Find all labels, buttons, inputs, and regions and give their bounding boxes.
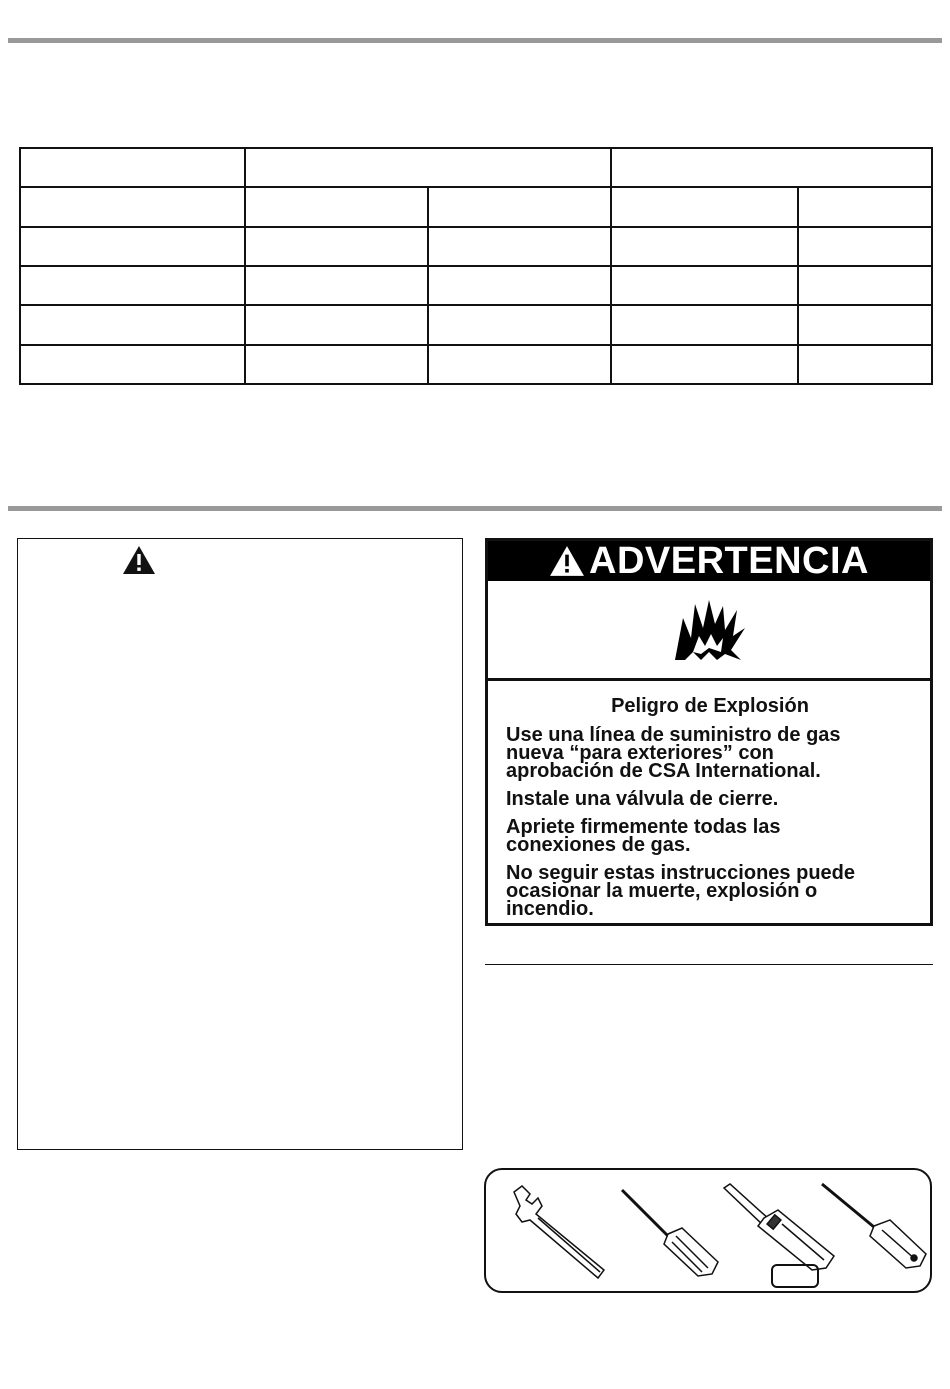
warning-line: Use una línea de suministro de gas bbox=[506, 724, 841, 746]
adjustable-wrench-icon bbox=[514, 1186, 604, 1278]
table-cell bbox=[20, 187, 245, 226]
table-cell bbox=[611, 227, 798, 266]
table-cell bbox=[245, 227, 428, 266]
tools-label-box bbox=[771, 1264, 819, 1288]
warning-text-group bbox=[506, 864, 914, 918]
warning-triangle-icon bbox=[122, 545, 156, 575]
table-cell bbox=[798, 227, 932, 266]
table-cell bbox=[20, 345, 245, 384]
table-row bbox=[20, 266, 932, 305]
warning-line: nueva “para exteriores” con bbox=[506, 742, 774, 764]
table-row bbox=[20, 227, 932, 266]
hazard-title: Peligro de Explosión bbox=[611, 695, 809, 717]
signal-word: ADVERTENCIA bbox=[589, 539, 869, 582]
tools-illustration bbox=[486, 1170, 930, 1291]
tools-panel bbox=[484, 1168, 932, 1293]
table-cell bbox=[20, 148, 245, 187]
section-divider bbox=[485, 964, 933, 965]
section-rule-top bbox=[8, 38, 942, 43]
table-cell bbox=[20, 227, 245, 266]
warning-line: Apriete firmemente todas las bbox=[506, 816, 781, 838]
table-cell bbox=[798, 305, 932, 344]
warning-text-group bbox=[506, 790, 914, 808]
table-cell bbox=[245, 266, 428, 305]
table-cell bbox=[20, 305, 245, 344]
signal-word-banner bbox=[488, 541, 930, 581]
flat-screwdriver-icon bbox=[822, 1184, 926, 1268]
table-cell bbox=[245, 305, 428, 344]
nut-driver-icon bbox=[724, 1184, 834, 1270]
table-cell bbox=[798, 345, 932, 384]
table-cell bbox=[245, 345, 428, 384]
warning-line: aprobación de CSA International. bbox=[506, 760, 821, 782]
pictogram-area bbox=[488, 581, 930, 681]
phillips-screwdriver-icon bbox=[622, 1190, 718, 1276]
warning-line: conexiones de gas. bbox=[506, 834, 691, 856]
advertencia-safety-label bbox=[485, 538, 933, 926]
warning-line: ocasionar la muerte, explosión o bbox=[506, 880, 818, 902]
explosion-icon bbox=[671, 598, 747, 662]
table-cell bbox=[428, 227, 611, 266]
table-cell bbox=[428, 187, 611, 226]
table-cell bbox=[611, 345, 798, 384]
table-cell bbox=[798, 266, 932, 305]
warning-box bbox=[17, 538, 463, 1150]
table-cell bbox=[611, 266, 798, 305]
warning-text-group bbox=[506, 818, 914, 854]
warning-triangle-icon bbox=[549, 545, 585, 577]
table-row bbox=[20, 305, 932, 344]
table-cell bbox=[611, 305, 798, 344]
table-cell bbox=[611, 148, 932, 187]
table-cell bbox=[611, 187, 798, 226]
table-row bbox=[20, 345, 932, 384]
table-cell bbox=[245, 187, 428, 226]
table-header-row bbox=[20, 148, 932, 187]
table-cell bbox=[428, 305, 611, 344]
warning-line: Instale una válvula de cierre. bbox=[506, 788, 779, 810]
warning-line: incendio. bbox=[506, 898, 594, 920]
table-cell bbox=[428, 345, 611, 384]
table-cell bbox=[428, 266, 611, 305]
warning-message bbox=[488, 681, 930, 918]
table-cell bbox=[20, 266, 245, 305]
table-cell bbox=[798, 187, 932, 226]
spec-table bbox=[19, 147, 933, 385]
section-rule-middle bbox=[8, 506, 942, 511]
warning-text-group bbox=[506, 726, 914, 780]
table-row bbox=[20, 187, 932, 226]
warning-line: No seguir estas instrucciones puede bbox=[506, 862, 855, 884]
table-cell bbox=[245, 148, 611, 187]
